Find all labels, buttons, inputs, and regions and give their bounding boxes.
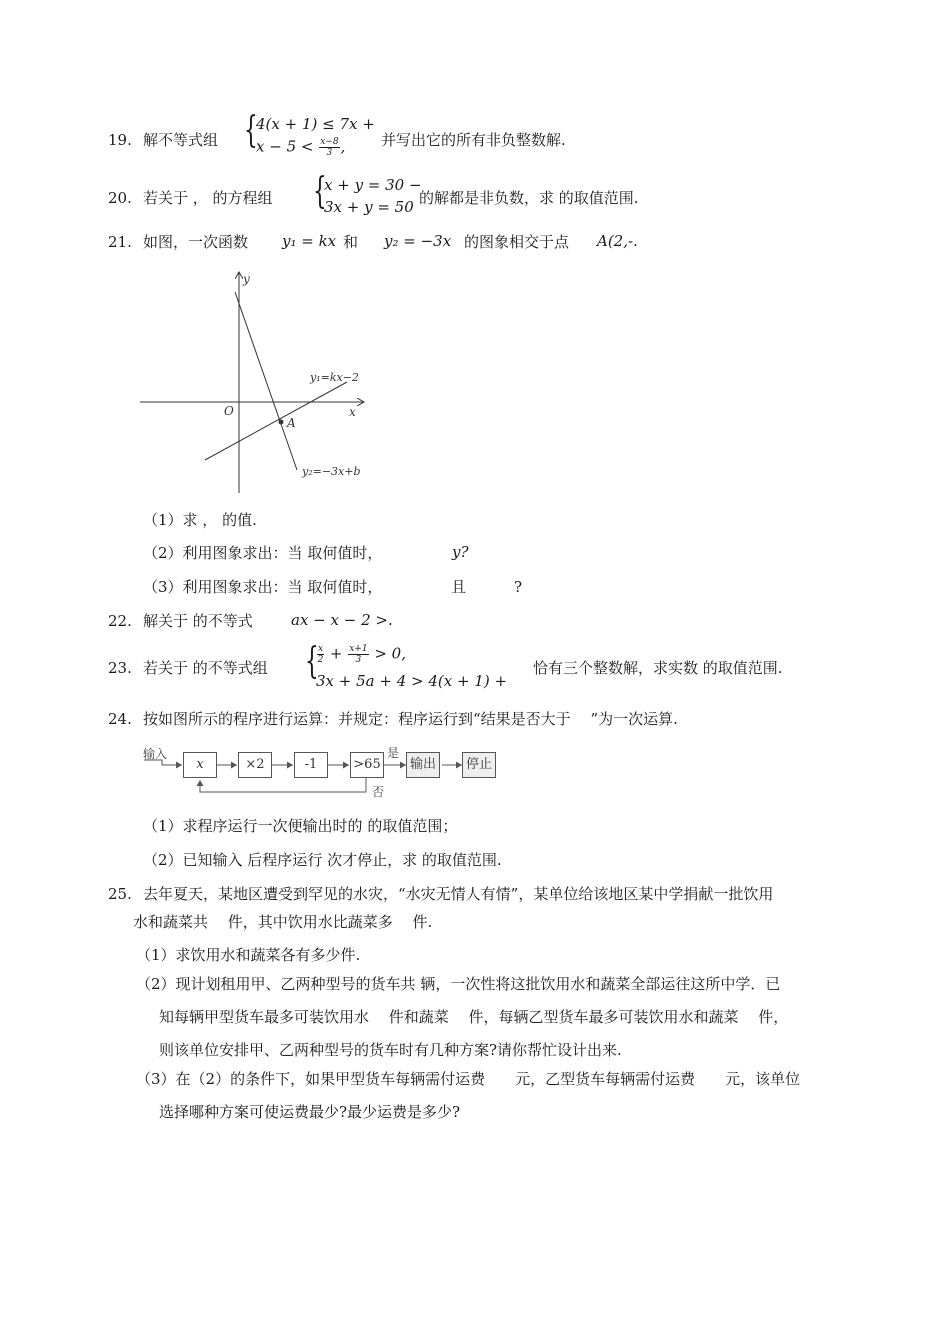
q21-graph (135, 265, 375, 500)
point-a-label: A (287, 416, 296, 430)
flow-box-stop: 停止 (462, 752, 496, 778)
q24-number: 24. (108, 710, 132, 728)
flow-box-x: x (183, 752, 217, 778)
q20-brace: { (313, 171, 327, 212)
q19-number: 19. (108, 131, 132, 149)
q19-line1: 4(x + 1) ≤ 7x + (256, 115, 375, 133)
q19-lead: 解不等式组 (143, 131, 219, 149)
q24-sub1: （1）求程序运行一次便输出时的 的取值范围； (143, 817, 458, 835)
q21-formula-1: y₁ = kx (282, 232, 337, 250)
flow-yes-label: 是 (387, 746, 400, 760)
line-y2 (235, 292, 297, 470)
q20-lead: 若关于 ， 的方程组 (143, 189, 273, 207)
flow-box-minus1: -1 (294, 752, 328, 778)
intersection-point (279, 420, 284, 425)
origin-label: O (224, 404, 234, 418)
q21-sub1: （1）求 ， 的值. (143, 511, 257, 529)
q25-line1: 去年夏天，某地区遭受到罕见的水灾，“水灾无情人有情”，某单位给该地区某中学捐献一批饮用 (143, 885, 774, 903)
q25-sub2-line3: 则该单位安排甲、乙两种型号的货车时有几种方案?请你帮忙设计出来. (159, 1041, 622, 1059)
flow-no-label: 否 (372, 785, 385, 799)
q21-tail: 的图象相交于点 (464, 233, 570, 251)
q20-line2: 3x + y = 50 (324, 198, 414, 216)
q23-number: 23. (108, 659, 132, 677)
q22-lead: 解关于 的不等式 (143, 612, 253, 630)
q23-fraction-a: $\frac{x}{2}$ (317, 644, 324, 665)
q21-formula-2: y₂ = −3x (384, 232, 452, 250)
q22-number: 22. (108, 612, 132, 630)
q19-line2: x − 5 < $\frac{x-8}{3}$ , (256, 137, 346, 158)
q25-sub3-line2: 选择哪种方案可使运费最少?最少运费是多少? (159, 1103, 461, 1121)
q21-sub2: （2）利用图象求出：当 取何值时， (143, 544, 383, 562)
q24-text: 按如图所示的程序进行运算：并规定：程序运行到“结果是否大于 ”为一次运算. (143, 710, 678, 728)
q25-number: 25. (108, 885, 132, 903)
q21-sub2-symbol: y? (452, 543, 469, 561)
q21-mid: 和 (343, 233, 359, 251)
q23-line1: $\frac{x}{2}$ + $\frac{x+1}{3}$ > 0, (317, 644, 406, 665)
flow-input-label: 输入 (143, 747, 168, 761)
q23-brace: { (305, 641, 319, 682)
q25-sub3-line1: （3）在（2）的条件下，如果甲型货车每辆需付运费 元，乙型货车每辆需付运费 元，该单位 (136, 1070, 801, 1088)
q25-sub1: （1）求饮用水和蔬菜各有多少件. (136, 946, 361, 964)
q22-expression: ax − x − 2 >. (291, 611, 393, 629)
y-axis-label: y (243, 272, 250, 286)
q25-sub2-line2: 知每辆甲型货车最多可装饮用水 件和蔬菜 件，每辆乙型货车最多可装饮用水和蔬菜 件， (159, 1008, 789, 1026)
q19-tail: 并写出它的所有非负整数解. (381, 131, 566, 149)
q19-brace: { (244, 110, 258, 151)
q24-sub2: （2）已知输入 后程序运行 次才停止，求 的取值范围. (143, 851, 502, 869)
flow-box-output: 输出 (406, 752, 440, 778)
q21-sub3-and: 且 (451, 578, 467, 596)
q21-sub3-mark: ? (514, 578, 523, 596)
q20-tail: 的解都是非负数，求 的取值范围. (419, 189, 639, 207)
q21-lead: 如图，一次函数 (143, 233, 249, 251)
q21-sub3: （3）利用图象求出：当 取何值时， (143, 578, 383, 596)
q25-line2: 水和蔬菜共 件，其中饮用水比蔬菜多 件. (133, 913, 433, 931)
line-y1 (205, 382, 347, 460)
q23-tail: 恰有三个整数解，求实数 的取值范围. (533, 659, 783, 677)
q20-number: 20. (108, 189, 132, 207)
q20-line1: x + y = 30 − (324, 176, 422, 194)
q23-lead: 若关于 的不等式组 (143, 659, 268, 677)
q21-point: A(2,-. (597, 232, 638, 250)
flow-box-times2: ×2 (238, 752, 272, 778)
line-y1-label: y₁=kx−2 (310, 371, 359, 384)
q25-sub2-line1: （2）现计划租用甲、乙两种型号的货车共 辆，一次性将这批饮用水和蔬菜全部运往这所中学．已 (136, 975, 781, 993)
x-axis-label: x (349, 405, 356, 419)
q23-fraction-b: $\frac{x+1}{3}$ (349, 644, 368, 665)
q21-number: 21. (108, 233, 132, 251)
q19-fraction: $\frac{x-8}{3}$ (320, 137, 339, 158)
line-y2-label: y₂=−3x+b (302, 465, 361, 478)
flow-box-compare: >65 (350, 752, 384, 778)
q23-line2: 3x + 5a + 4 > 4(x + 1) + (316, 672, 508, 690)
